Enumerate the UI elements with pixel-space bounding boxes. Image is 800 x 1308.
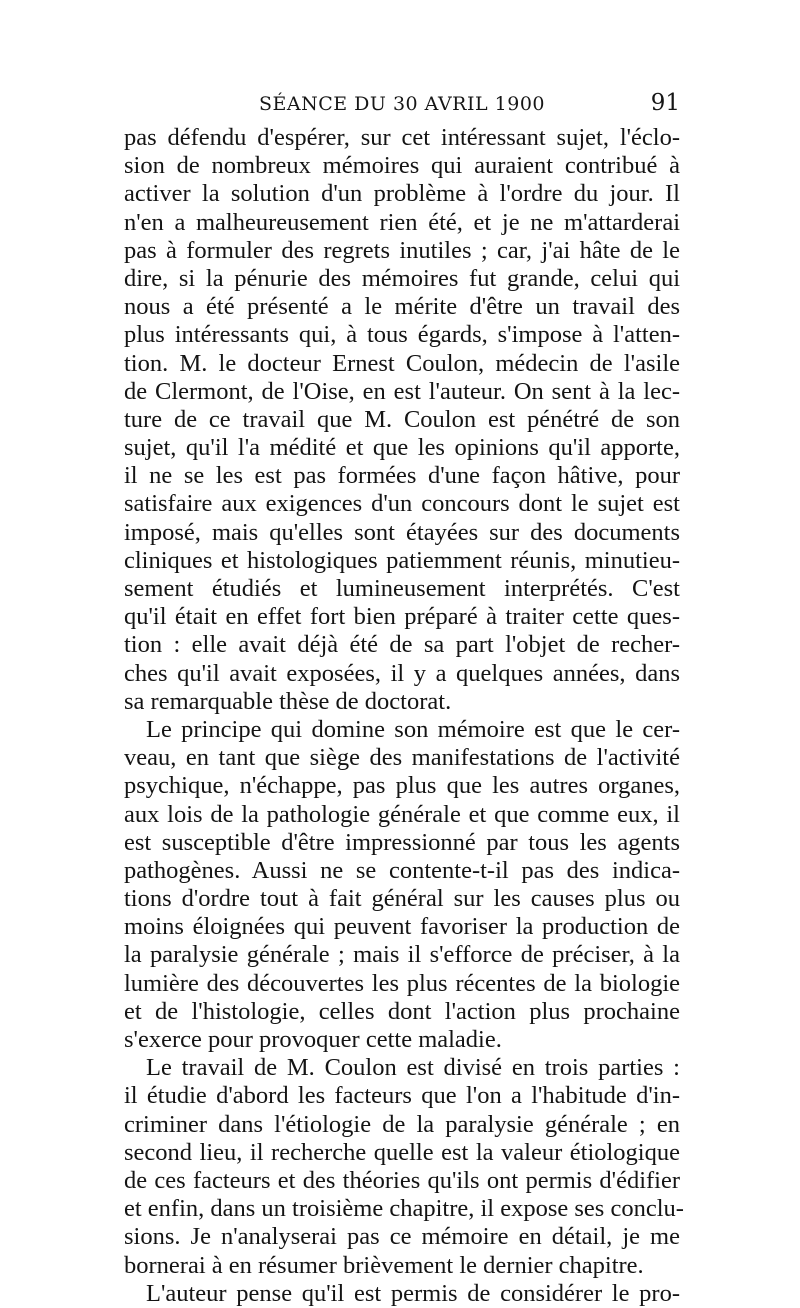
paragraph-start-line: L'auteur pense qu'il est permis de considérer le pro-: [146, 1279, 680, 1307]
text-line: pas défendu d'espérer, sur cet intéressant sujet, l'éclo-: [124, 124, 680, 151]
text-line: qu'il était en effet fort bien préparé à traiter cette ques-: [124, 603, 680, 631]
text-line: nous a été présenté a le mérite d'être un travail des: [124, 293, 680, 321]
text-line: satisfaire aux exigences d'un concours dont le sujet est: [124, 490, 680, 518]
text-line: sa remarquable thèse de doctorat.: [124, 687, 452, 715]
text-line: bornerai à en résumer brièvement le dernier chapitre.: [124, 1251, 644, 1279]
text-line: imposé, mais qu'elles sont étayées sur des documents: [124, 518, 680, 546]
text-line: et enfin, dans un troisième chapitre, il expose ses conclu-: [124, 1195, 684, 1223]
text-line: cliniques et histologiques patiemment réunis, minutieu-: [124, 546, 680, 574]
text-line: et de l'histologie, celles dont l'action plus prochaine: [124, 997, 680, 1025]
text-line: dire, si la pénurie des mémoires fut grande, celui qui: [124, 264, 680, 292]
text-line: ches qu'il avait exposées, il y a quelques années, dans: [124, 659, 680, 687]
text-line: il étudie d'abord les facteurs que l'on a l'habitude d'in-: [124, 1082, 680, 1110]
paragraph-start-line: Le principe qui domine son mémoire est que le cer-: [146, 715, 680, 743]
text-line: ture de ce travail que M. Coulon est pénétré de son: [124, 405, 680, 433]
text-line: sions. Je n'analyserai pas ce mémoire en détail, je me: [124, 1223, 680, 1251]
text-line: second lieu, il recherche quelle est la valeur étiologique: [124, 1138, 680, 1166]
page-number: 91: [650, 90, 680, 116]
text-line: psychique, n'échappe, pas plus que les autres organes,: [124, 772, 680, 800]
text-line: moins éloignées qui peuvent favoriser la production de: [124, 913, 680, 941]
text-line: s'exerce pour provoquer cette maladie.: [124, 1026, 502, 1053]
text-line: tion. M. le docteur Ernest Coulon, médecin de l'asile: [124, 349, 680, 377]
paragraph-start-line: Le travail de M. Coulon est divisé en trois parties :: [146, 1054, 680, 1082]
running-head: [124, 90, 680, 120]
text-line: pas à formuler des regrets inutiles ; car, j'ai hâte de le: [124, 236, 680, 264]
text-line: veau, en tant que siège des manifestations de l'activité: [124, 744, 680, 772]
text-line: plus intéressants qui, à tous égards, s'impose à l'atten-: [124, 321, 680, 349]
text-line: de Clermont, de l'Oise, en est l'auteur. On sent à la lec-: [124, 377, 680, 405]
text-line: la paralysie générale ; mais il s'efforce de préciser, à la: [124, 941, 680, 969]
text-line: est susceptible d'être impressionné par tous les agents: [124, 828, 680, 856]
text-line: tions d'ordre tout à fait général sur les causes plus ou: [124, 885, 680, 913]
text-line: criminer dans l'étiologie de la paralysie générale ; en: [124, 1110, 680, 1138]
text-line: lumière des découvertes les plus récentes de la biologie: [124, 969, 680, 997]
text-line: sujet, qu'il l'a médité et que les opinions qu'il apporte,: [124, 434, 680, 462]
text-line: sement étudiés et lumineusement interprétés. C'est: [124, 575, 680, 602]
body-text: [124, 124, 684, 1308]
text-line: il ne se les est pas formées d'une façon hâtive, pour: [124, 462, 680, 490]
text-line: aux lois de la pathologie générale et que comme eux, il: [124, 800, 680, 828]
text-line: pathogènes. Aussi ne se contente-t-il pas des indica-: [124, 856, 680, 884]
running-title: SÉANCE DU 30 AVRIL 1900: [259, 93, 545, 115]
text-line: n'en a malheureusement rien été, et je ne m'attarderai: [124, 208, 680, 236]
text-line: activer la solution d'un problème à l'ordre du jour. Il: [124, 180, 680, 208]
text-line: tion : elle avait déjà été de sa part l'objet de recher-: [124, 631, 680, 659]
text-line: de ces facteurs et des théories qu'ils ont permis d'édifier: [124, 1166, 680, 1194]
text-line: sion de nombreux mémoires qui auraient contribué à: [124, 152, 680, 180]
